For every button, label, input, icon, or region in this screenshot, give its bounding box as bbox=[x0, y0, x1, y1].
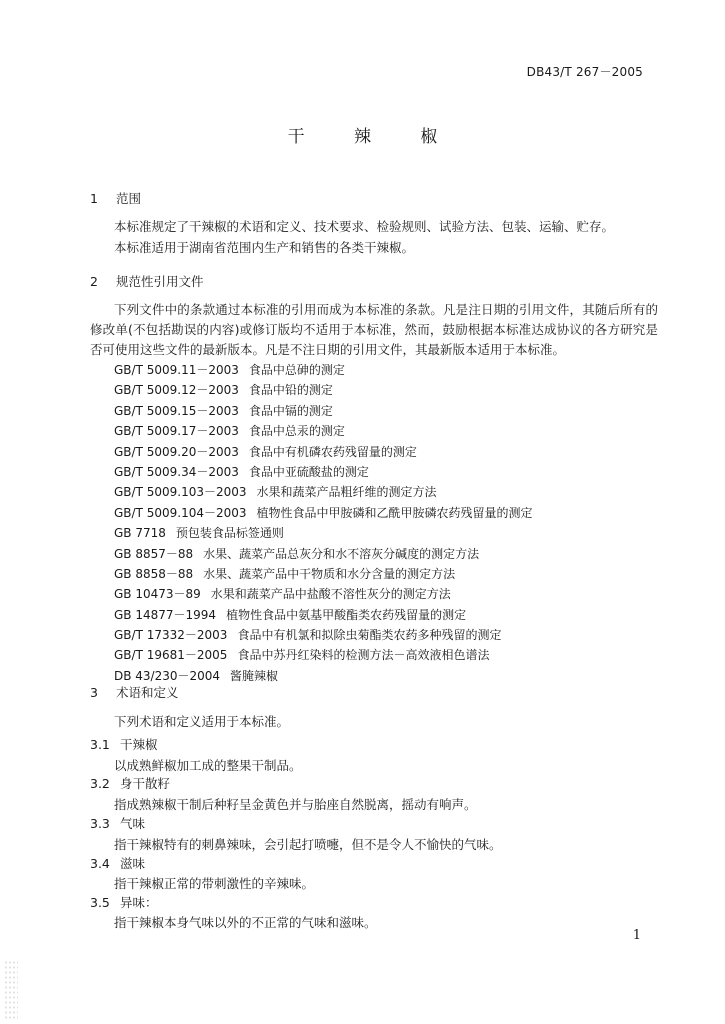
section-title: 术语和定义 bbox=[115, 685, 179, 700]
reference-item bbox=[114, 462, 533, 482]
reference-item bbox=[114, 421, 533, 441]
reference-title: 食品中有机磷农药残留量的测定 bbox=[248, 444, 417, 459]
reference-code: GB 10473－89 bbox=[114, 587, 201, 602]
section-title: 规范性引用文件 bbox=[115, 274, 204, 289]
reference-title: 食品中总汞的测定 bbox=[248, 424, 345, 439]
reference-item bbox=[114, 442, 533, 462]
reference-title: 酱腌辣椒 bbox=[230, 668, 279, 683]
reference-list bbox=[114, 360, 533, 686]
reference-title: 食品中镉的测定 bbox=[248, 403, 333, 418]
scan-edge-artifact bbox=[4, 960, 18, 1020]
term-definition: 指成熟辣椒干制后种籽呈金黄色并与胎座自然脱离，摇动有响声。 bbox=[114, 797, 477, 812]
term-definition: 指干辣椒正常的带刺激性的辛辣味。 bbox=[114, 876, 315, 891]
section-number: 1 bbox=[90, 191, 98, 206]
reference-title: 植物性食品中甲胺磷和乙酰甲胺磷农药残留量的测定 bbox=[256, 505, 533, 520]
reference-code: GB 8857－88 bbox=[114, 546, 194, 561]
page-number: 1 bbox=[632, 928, 641, 943]
reference-code: GB/T 5009.104－2003 bbox=[114, 505, 247, 520]
reference-item bbox=[114, 380, 533, 400]
section-3-intro: 下列术语和定义适用于本标准。 bbox=[114, 714, 290, 729]
reference-item bbox=[114, 523, 533, 543]
term-number: 3.4 bbox=[90, 856, 110, 871]
term-number: 3.1 bbox=[90, 737, 110, 752]
reference-item bbox=[114, 645, 533, 665]
reference-code: GB/T 5009.103－2003 bbox=[114, 485, 247, 500]
reference-title: 食品中总砷的测定 bbox=[248, 363, 345, 377]
reference-title: 水果和蔬菜产品中盐酸不溶性灰分的测定方法 bbox=[210, 587, 451, 602]
section-2-heading bbox=[90, 272, 204, 290]
reference-title: 食品中铅的测定 bbox=[248, 383, 333, 398]
term-name: 滋味 bbox=[119, 856, 145, 871]
term-name: 异味： bbox=[119, 895, 158, 910]
reference-item bbox=[114, 401, 533, 421]
reference-item bbox=[114, 482, 533, 502]
term-heading bbox=[90, 814, 145, 832]
reference-code: GB 7718 bbox=[114, 526, 166, 541]
term-definition: 以成熟鲜椒加工成的整果干制品。 bbox=[114, 758, 302, 773]
reference-title: 食品中苏丹红染料的检测方法－高效液相色谱法 bbox=[237, 648, 490, 663]
section-1-heading bbox=[90, 189, 141, 207]
reference-title: 水果、蔬菜产品总灰分和水不溶灰分碱度的测定方法 bbox=[203, 546, 480, 561]
term-name: 气味 bbox=[119, 816, 145, 831]
reference-code: DB 43/230－2004 bbox=[114, 668, 221, 683]
term-heading bbox=[90, 893, 158, 911]
reference-item bbox=[114, 564, 533, 584]
reference-title: 食品中有机氯和拟除虫菊酯类农药多种残留的测定 bbox=[237, 628, 502, 643]
section-title: 范围 bbox=[115, 191, 141, 206]
reference-title: 水果和蔬菜产品粗纤维的测定方法 bbox=[256, 485, 437, 500]
reference-code: GB 14877－1994 bbox=[114, 607, 217, 622]
paragraph: 本标准适用于湖南省范围内生产和销售的各类干辣椒。 bbox=[114, 240, 415, 255]
term-name: 身干散籽 bbox=[119, 776, 170, 791]
document-title: 干 辣 椒 bbox=[287, 127, 460, 147]
reference-title: 水果、蔬菜产品中干物质和水分含量的测定方法 bbox=[203, 566, 456, 581]
reference-title: 食品中亚硫酸盐的测定 bbox=[248, 464, 369, 479]
term-number: 3.2 bbox=[90, 776, 110, 791]
reference-code: GB/T 5009.15－2003 bbox=[114, 403, 239, 418]
reference-code: GB/T 5009.17－2003 bbox=[114, 424, 239, 439]
term-heading bbox=[90, 735, 158, 753]
reference-item bbox=[114, 360, 533, 380]
standard-code: DB43/T 267－2005 bbox=[526, 65, 643, 79]
reference-item bbox=[114, 584, 533, 604]
reference-title: 预包装食品标签通则 bbox=[175, 526, 284, 541]
section-3-heading bbox=[90, 683, 179, 701]
term-number: 3.3 bbox=[90, 816, 110, 831]
reference-code: GB/T 17332－2003 bbox=[114, 628, 228, 643]
term-heading bbox=[90, 774, 170, 792]
term-name: 干辣椒 bbox=[119, 737, 158, 752]
reference-item bbox=[114, 544, 533, 564]
reference-code: GB/T 5009.12－2003 bbox=[114, 383, 239, 398]
reference-code: GB/T 19681－2005 bbox=[114, 648, 228, 663]
paragraph: 本标准规定了干辣椒的术语和定义、技术要求、检验规则、试验方法、包装、运输、贮存。 bbox=[114, 219, 615, 234]
term-definition: 指干辣椒特有的刺鼻辣味，会引起打喷嚏，但不是令人不愉快的气味。 bbox=[114, 837, 502, 852]
term-number: 3.5 bbox=[90, 895, 110, 910]
reference-code: GB 8858－88 bbox=[114, 566, 194, 581]
reference-code: GB/T 5009.34－2003 bbox=[114, 464, 239, 479]
reference-item bbox=[114, 605, 533, 625]
reference-item bbox=[114, 503, 533, 523]
term-heading bbox=[90, 854, 145, 872]
reference-item bbox=[114, 625, 533, 645]
section-2-intro: 下列文件中的条款通过本标准的引用而成为本标准的条款。凡是注日期的引用文件，其随后所有的修改单(不包括勘误的内容)或修订版均不适用于本标准，然而，鼓励根据本标准达成协议的各方研究是否可使用这些文件的最新版本。凡是不注日期的引用文件，其最新版本适用于本标准。 bbox=[90, 302, 658, 357]
section-number: 3 bbox=[90, 685, 98, 700]
reference-title: 植物性食品中氨基甲酸酯类农药残留量的测定 bbox=[226, 607, 467, 622]
reference-code: GB/T 5009.20－2003 bbox=[114, 444, 239, 459]
term-definition: 指干辣椒本身气味以外的不正常的气味和滋味。 bbox=[114, 915, 377, 930]
reference-code: GB/T 5009.11－2003 bbox=[114, 363, 239, 377]
section-number: 2 bbox=[90, 274, 98, 289]
